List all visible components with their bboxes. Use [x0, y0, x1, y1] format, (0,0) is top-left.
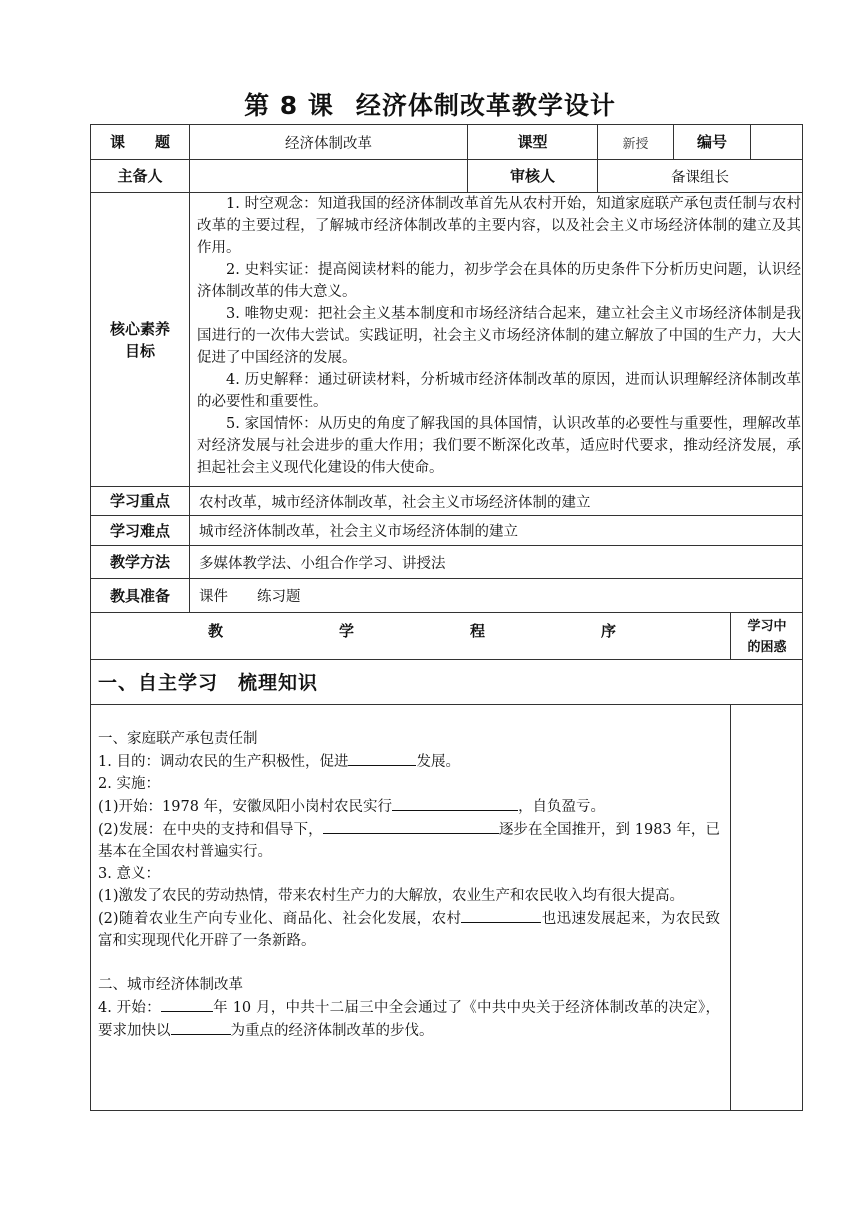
reviewer-value: 备课组长 [671, 169, 729, 186]
content-line: (2)随着农业生产向专业化、商品化、社会化发展，农村 也迅速发展起来，为农民致富和实现现代化开辟了一条新路。 [98, 907, 720, 952]
code-value [751, 125, 802, 159]
objective-item: 3. 唯物史观：把社会主义基本制度和市场经济结合起来，建立社会主义市场经济体制是我国进行的一次伟大尝试。实践证明，社会主义市场经济体制的建立解放了中国的生产力，大大促进了中国经济的发展。 [197, 306, 801, 366]
worksheet-content [98, 728, 720, 1042]
key-points-value: 农村改革，城市经济体制改革，社会主义市场经济体制的建立 [199, 494, 591, 511]
section-heading: 一、自主学习 梳理知识 [98, 672, 319, 694]
type-label: 课型 [517, 133, 548, 151]
difficulties-value: 城市经济体制改革，社会主义市场经济体制的建立 [199, 524, 518, 540]
content-line: 4. 开始： 年 10 月，中共十二届三中全会通过了《中共中央关于经济体制改革的决定》，要求加快以 为重点的经济体制改革的步伐。 [98, 996, 720, 1042]
objective-item: 1. 时空观念：知道我国的经济体制改革首先从农村开始，知道家庭联产承包责任制与农村改革的主要过程，了解城市经济体制改革的主要内容，以及社会主义市场经济体制的建立及其作用。 [197, 196, 801, 256]
content-line: 1. 目的：调动农民的生产积极性，促进 发展。 [98, 750, 720, 773]
code-label: 编号 [696, 133, 727, 151]
content-line: 2. 实施： [98, 776, 160, 792]
preparer-label: 主备人 [117, 167, 163, 185]
methods-value: 多媒体教学法、小组合作学习、讲授法 [199, 555, 446, 572]
fill-blank[interactable] [171, 1019, 231, 1035]
materials-value: 课件 练习题 [199, 589, 301, 605]
core-objectives [197, 193, 801, 479]
fill-blank[interactable] [161, 996, 213, 1012]
objective-item: 2. 史料实证：提高阅读材料的能力，初步学会在具体的历史条件下分析历史问题，认识经济体制改革的伟大意义。 [197, 262, 801, 300]
difficulties-label: 学习难点 [109, 521, 170, 540]
objective-item: 5. 家国情怀：从历史的角度了解我国的具体国情，认识改革的必要性与重要性，理解改革对经济发展与社会进步的重大作用；我们要不断深化改革，适应时代要求，推动经济发展，承担起社会主义现代化建设的伟大使命。 [197, 416, 801, 476]
materials-label: 教具准备 [109, 586, 170, 605]
key-points-label: 学习重点 [109, 492, 170, 510]
content-line: (1)开始：1978 年，安徽凤阳小岗村农民实行 ，自负盈亏。 [98, 795, 720, 818]
core-label: 核心素养 目标 [109, 319, 170, 360]
fill-blank[interactable] [392, 795, 518, 811]
content-line: (2)发展：在中央的支持和倡导下， 逐步在全国推开，到 1983 年，已基本在全国农村普遍实行。 [98, 818, 720, 863]
page-title [0, 86, 860, 122]
methods-label: 教学方法 [109, 553, 170, 571]
subheading: 一、家庭联产承包责任制 [98, 731, 258, 747]
objective-item: 4. 历史解释：通过研读材料，分析城市经济体制改革的原因，进而认识理解经济体制改革的必要性和重要性。 [197, 372, 801, 410]
topic-value: 经济体制改革 [285, 135, 372, 152]
fill-blank[interactable] [348, 750, 416, 766]
topic-label: 课 题 [109, 133, 170, 151]
reviewer-label: 审核人 [509, 167, 555, 185]
fill-blank[interactable] [461, 907, 541, 923]
lesson-name: 经济体制改革教学设计 [355, 91, 616, 120]
preparer-value [190, 160, 467, 192]
lesson-number: 第 8 课 [244, 91, 334, 120]
type-value: 新授 [622, 136, 649, 152]
content-line: 3. 意义： [98, 866, 160, 882]
content-line: (1)激发了农民的劳动热情，带来农村生产力的大解放，农业生产和农民收入均有很大提高。 [98, 888, 685, 904]
procedure-header: 教 学 程 序 [207, 622, 616, 640]
fill-blank[interactable] [323, 818, 499, 834]
subheading: 二、城市经济体制改革 [98, 977, 243, 993]
learning-difficulties-header: 学习中 的困惑 [747, 619, 787, 655]
